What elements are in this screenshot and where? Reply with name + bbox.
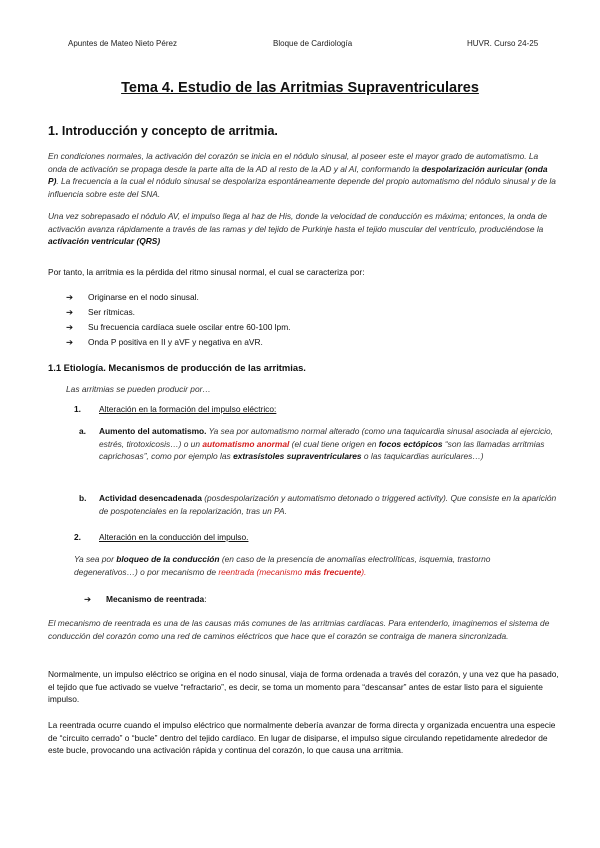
header-block: Bloque de Cardiología: [273, 39, 353, 48]
text-run: “son las llamadas arritmias caprichosas”, como por ejemplo las: [99, 438, 545, 462]
page-title: Tema 4. Estudio de las Arritmias Supraventriculares: [121, 80, 479, 96]
subitem-letter-b: b.: [79, 493, 87, 503]
paragraph-reentry-explained: La reentrada ocurre cuando el impulso eléctrico que normalmente debería avanzar de forma directa y organizada encuentra una especie de “circuito cerrado” o “bucle” dentro del tejido cardíaco. En lugar de disiparse, el impulso sigue circulando repetidamente alrededor de este bucle, provocando una activación rápida y continua del corazón, lo que causa una arritmia.: [48, 720, 556, 756]
cause-item-1: [74, 403, 584, 416]
sinus-rhythm-list: [66, 291, 291, 351]
text-run: (posdespolarización y automatismo detonado o triggered activity). Que consiste en la aparición de pospotenciales en la repolarización, tras un PA.: [99, 493, 557, 516]
bold-term: extrasístoles supraventriculares: [233, 451, 362, 462]
arrow-icon: ➔: [66, 337, 74, 347]
paragraph-reentry-mechanism: El mecanismo de reentrada es una de las causas más comunes de las arritmias cardíacas. Para entenderlo, imaginemos el sistema de conducción del corazón como una red de caminos eléctricos que hace que el corazón se contraiga de manera sincronizada.: [48, 618, 550, 641]
highlight-red: automatismo anormal: [202, 438, 290, 449]
item-number: 1.: [74, 404, 81, 414]
text-run: (el cual tiene origen en: [289, 438, 379, 449]
section-heading-1-1: 1.1 Etiología. Mecanismos de producción de las arritmias.: [48, 362, 306, 373]
text-run-red: (mecanismo: [254, 566, 305, 577]
bold-term: focos ectópicos: [378, 438, 443, 449]
text-run: Ya sea por: [74, 554, 117, 564]
paragraph-normal-activation: [48, 150, 558, 200]
text-run-red: ).: [361, 566, 367, 577]
text-run: Ya sea por automatismo normal alterado (como una taquicardia sinusal asociada al ejercicio, estrés, tirotoxicosis…) o un: [99, 426, 554, 449]
text-run: Una vez sobrepasado el nódulo AV, el impulso llega al haz de His, donde la velocidad de conducción es máxima; entonces, la onda de activación avanza rápidamente a través de las ramas y del tejido de Purkinje hasta el tejido muscular del ventrículo, produciéndose la: [48, 211, 548, 234]
reentry-colon: :: [204, 594, 207, 604]
arrow-icon: ➔: [84, 594, 92, 604]
list-item: [66, 336, 291, 351]
list-item-text: Onda P positiva en II y aVF y negativa en aVR.: [88, 337, 263, 347]
arrow-icon: ➔: [66, 292, 74, 302]
text-run: En condiciones normales, la activación del corazón se inicia en el nódulo sinusal, al poseer este el mayor grado de automatismo. La onda de activación se propaga desde la parte alta de la AD al resto de la AD y al AI, conformando la: [48, 151, 539, 174]
paragraph-normal-impulse: Normalmente, un impulso eléctrico se origina en el nodo sinusal, viaja de forma ordenada a través del corazón, y una vez que ha pasado, el tejido que fue activado se vuelve “refractario”, es decir, se toma un momento para “descansar” antes de estar listo para el siguiente impulso.: [48, 669, 559, 705]
bold-term: activación ventricular (QRS): [48, 236, 161, 247]
highlight-red: reentrada: [218, 566, 255, 577]
cause-item-2: [74, 531, 584, 544]
paragraph-definition: Por tanto, la arritmia es la pérdida del ritmo sinusal normal, el cual se caracteriza por:: [48, 267, 365, 277]
item-number: 2.: [74, 532, 81, 542]
arrow-icon: ➔: [66, 322, 74, 332]
paragraph-ventricular-activation: [48, 210, 558, 248]
list-item: [66, 321, 291, 336]
causes-intro: Las arritmias se pueden producir por…: [66, 384, 211, 394]
item-label: Alteración en la formación del impulso eléctrico:: [99, 404, 277, 414]
highlight-red: más frecuente: [304, 566, 362, 577]
arrow-icon: ➔: [66, 307, 74, 317]
bold-term: despolarización auricular (onda P): [48, 163, 548, 187]
header-author: Apuntes de Mateo Nieto Pérez: [68, 39, 177, 48]
list-item-text: Su frecuencia cardíaca suele oscilar entre 60-100 lpm.: [88, 322, 291, 332]
header-course: HUVR. Curso 24-25: [467, 39, 539, 48]
list-item-text: Originarse en el nodo sinusal.: [88, 292, 199, 302]
subitem-triggered-activity: [99, 492, 561, 517]
reentry-subheading: [84, 593, 594, 606]
list-item: [66, 291, 291, 306]
text-run: (en caso de la presencia de anomalías electrolíticas, isquemia, trastorno degenerativos…) o por mecanismo de: [74, 554, 491, 577]
list-item-text: Ser rítmicas.: [88, 307, 135, 317]
list-item: [66, 306, 291, 321]
subitem-automatism: [99, 425, 561, 463]
text-run: o las taquicardias auriculares…): [361, 451, 484, 462]
text-run: . La frecuencia a la cual el nódulo sinusal se despolariza espontáneamente depende del propio automatismo del nódulo sinusal y de la influencia sobre este del SNA.: [48, 176, 556, 199]
subitem-lead: Actividad desencadenada: [99, 493, 202, 503]
reentry-label: Mecanismo de reentrada: [106, 594, 205, 604]
bold-term: bloqueo de la conducción: [116, 554, 220, 564]
subitem-lead: Aumento del automatismo.: [99, 426, 207, 436]
conduction-paragraph: [74, 553, 554, 578]
item-label: Alteración en la conducción del impulso.: [99, 532, 249, 542]
section-heading-1: 1. Introducción y concepto de arritmia.: [48, 124, 278, 138]
subitem-letter-a: a.: [79, 426, 86, 436]
